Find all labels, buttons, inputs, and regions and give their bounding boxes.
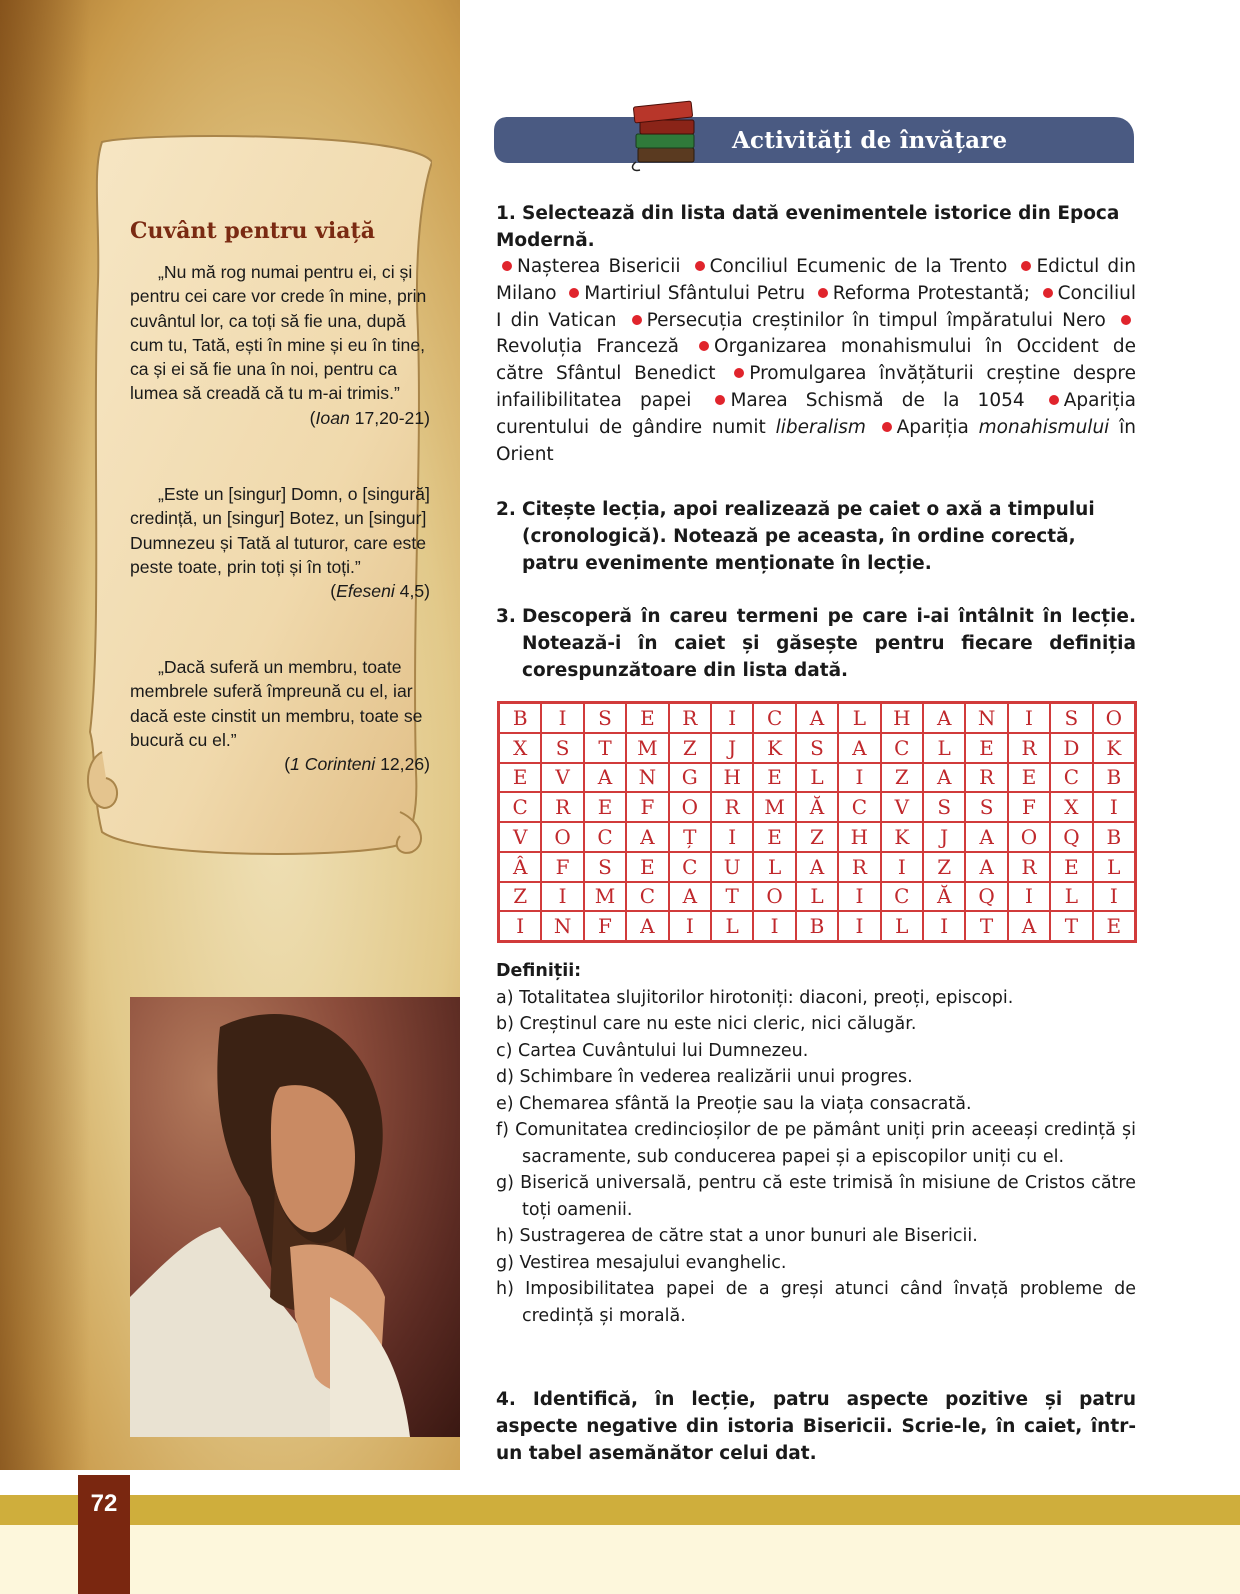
grid-cell: I bbox=[753, 911, 795, 941]
events-list bbox=[496, 254, 1136, 468]
bullet-icon bbox=[1121, 315, 1131, 325]
event-item: Edictul din Milano bbox=[496, 256, 1136, 304]
grid-cell: K bbox=[881, 822, 923, 852]
grid-cell: A bbox=[965, 852, 1007, 882]
bullet-icon bbox=[1043, 288, 1053, 298]
grid-cell: C bbox=[584, 822, 626, 852]
grid-cell: M bbox=[753, 792, 795, 822]
grid-cell: S bbox=[965, 792, 1007, 822]
grid-cell: E bbox=[1008, 763, 1050, 793]
bullet-icon bbox=[715, 395, 725, 405]
grid-cell: O bbox=[753, 882, 795, 912]
grid-cell: Ă bbox=[923, 882, 965, 912]
grid-cell: F bbox=[541, 852, 583, 882]
grid-cell: O bbox=[1008, 822, 1050, 852]
grid-cell: S bbox=[923, 792, 965, 822]
grid-cell: L bbox=[1093, 852, 1135, 882]
grid-cell: S bbox=[584, 852, 626, 882]
praying-figure-image bbox=[130, 997, 460, 1437]
grid-cell: E bbox=[584, 792, 626, 822]
event-item: Conciliul Ecumenic de la Trento bbox=[709, 256, 1008, 277]
grid-cell: Ă bbox=[796, 792, 838, 822]
grid-cell: E bbox=[626, 852, 668, 882]
event-item: Persecuția creștinilor în timpul împăratului Nero bbox=[646, 309, 1106, 331]
grid-cell: I bbox=[669, 911, 711, 941]
bullet-icon bbox=[632, 315, 642, 325]
scroll-panel bbox=[82, 132, 432, 862]
bullet-icon bbox=[695, 261, 705, 271]
definition-item: f) Comunitatea credincioșilor de pe pământ uniți prin aceeași credință și sacramente, sub conducerea papei și a episcopilor uniți cu el. bbox=[496, 1120, 1136, 1167]
definition-item: g) Biserică universală, pentru că este trimisă în misiune de Cristos către toți oamenii. bbox=[496, 1173, 1136, 1220]
sidebar-title: Cuvânt pentru viață bbox=[130, 218, 375, 244]
question-3-text: 3. Descoperă în careu termeni pe care i-ai întâlnit în lecție. Notează-i în caiet și găsește pentru fiecare definiția corespunzătoare din lista dată. bbox=[496, 606, 1136, 681]
quote-reference: (Efeseni 4,5) bbox=[330, 581, 430, 602]
quote-text: „Nu mă rog numai pentru ei, ci și pentru cei care vor crede în mine, prin cuvântul lor, ca toți să fie una, după cum tu, Tată, ești în mine și eu în tine, ca și ei să fie una în noi, pentru ca lumea să creadă că tu m-ai trimis.” bbox=[130, 262, 427, 404]
grid-cell: U bbox=[711, 852, 753, 882]
grid-cell: A bbox=[796, 852, 838, 882]
grid-cell: S bbox=[584, 703, 626, 733]
event-item: Nașterea Bisericii bbox=[517, 256, 681, 277]
question-2-text: 2. Citește lecția, apoi realizează pe caiet o axă a timpului (cronologică). Notează pe aceasta, în ordine corectă, patru evenimente menționate în lecție. bbox=[496, 499, 1095, 574]
grid-cell: C bbox=[626, 882, 668, 912]
grid-cell: H bbox=[838, 822, 880, 852]
grid-cell: A bbox=[584, 763, 626, 793]
grid-cell: K bbox=[1093, 733, 1135, 763]
grid-cell: L bbox=[838, 703, 880, 733]
quote-text: „Dacă suferă un membru, toate membrele suferă împreună cu el, iar dacă este cinstit un membru, toate se bucură cu el.” bbox=[130, 657, 423, 750]
grid-cell: L bbox=[881, 911, 923, 941]
grid-cell: Ț bbox=[669, 822, 711, 852]
event-item: Martiriul Sfântului Petru bbox=[584, 282, 806, 304]
bullet-icon bbox=[1021, 261, 1031, 271]
grid-cell: A bbox=[838, 733, 880, 763]
grid-cell: S bbox=[541, 733, 583, 763]
event-item: Conciliul I din Vatican bbox=[496, 282, 1136, 331]
grid-cell: N bbox=[965, 703, 1007, 733]
grid-cell: C bbox=[1050, 763, 1092, 793]
grid-cell: Z bbox=[881, 763, 923, 793]
question-3 bbox=[496, 603, 1136, 684]
grid-cell: I bbox=[838, 911, 880, 941]
definitions-list bbox=[496, 958, 1136, 1329]
grid-cell: E bbox=[626, 703, 668, 733]
question-1 bbox=[496, 200, 1136, 468]
grid-cell: T bbox=[965, 911, 1007, 941]
event-item-italic: monahismului bbox=[978, 416, 1110, 438]
grid-cell: M bbox=[626, 733, 668, 763]
grid-cell: R bbox=[965, 763, 1007, 793]
grid-cell: I bbox=[541, 882, 583, 912]
grid-cell: L bbox=[753, 852, 795, 882]
grid-cell: M bbox=[584, 882, 626, 912]
grid-cell: F bbox=[1008, 792, 1050, 822]
event-item: Apariția bbox=[896, 416, 969, 438]
grid-cell: A bbox=[669, 882, 711, 912]
grid-cell: O bbox=[1093, 703, 1135, 733]
grid-cell: C bbox=[881, 882, 923, 912]
grid-cell: I bbox=[499, 911, 541, 941]
grid-cell: N bbox=[626, 763, 668, 793]
question-4 bbox=[496, 1386, 1136, 1467]
grid-cell: V bbox=[541, 763, 583, 793]
grid-cell: E bbox=[965, 733, 1007, 763]
grid-cell: R bbox=[669, 703, 711, 733]
grid-cell: I bbox=[838, 763, 880, 793]
definition-item: e) Chemarea sfântă la Preoție sau la viața consacrată. bbox=[496, 1093, 972, 1114]
grid-cell: N bbox=[541, 911, 583, 941]
definition-item: g) Vestirea mesajului evanghelic. bbox=[496, 1252, 787, 1273]
grid-cell: B bbox=[499, 703, 541, 733]
grid-cell: R bbox=[1008, 733, 1050, 763]
definition-item: d) Schimbare în vederea realizării unui progres. bbox=[496, 1067, 913, 1087]
grid-cell: Z bbox=[796, 822, 838, 852]
event-item: Revoluția Franceză bbox=[496, 336, 679, 358]
grid-cell: I bbox=[711, 822, 753, 852]
bullet-icon bbox=[818, 288, 828, 298]
grid-cell: C bbox=[838, 792, 880, 822]
grid-cell: I bbox=[541, 703, 583, 733]
grid-cell: I bbox=[838, 882, 880, 912]
footer-background bbox=[0, 1525, 1240, 1594]
grid-cell: L bbox=[923, 733, 965, 763]
grid-cell: I bbox=[881, 852, 923, 882]
grid-cell: E bbox=[1093, 911, 1135, 941]
grid-cell: B bbox=[1093, 822, 1135, 852]
bullet-icon bbox=[502, 261, 512, 271]
grid-cell: T bbox=[584, 733, 626, 763]
quote-reference: (Ioan 17,20-21) bbox=[309, 407, 430, 428]
grid-cell: E bbox=[753, 822, 795, 852]
grid-cell: X bbox=[499, 733, 541, 763]
grid-cell: Â bbox=[499, 852, 541, 882]
grid-cell: A bbox=[626, 911, 668, 941]
grid-cell: H bbox=[711, 763, 753, 793]
grid-cell: I bbox=[1093, 882, 1135, 912]
event-item: în Orient bbox=[496, 416, 1136, 465]
grid-cell: I bbox=[711, 703, 753, 733]
grid-cell: D bbox=[1050, 733, 1092, 763]
grid-cell: R bbox=[541, 792, 583, 822]
grid-cell: Z bbox=[923, 852, 965, 882]
definition-item: h) Imposibilitatea papei de a greși atunci când învață probleme de credință și morală. bbox=[496, 1279, 1136, 1326]
section-title: Activități de învățare bbox=[732, 127, 1008, 154]
word-search-grid bbox=[497, 701, 1137, 943]
grid-cell: Z bbox=[669, 733, 711, 763]
grid-cell: B bbox=[796, 911, 838, 941]
question-4-text: 4. Identifică, în lecție, patru aspecte pozitive și patru aspecte negative din istoria Bisericii. Scrie-le, în caiet, într-un tabel asemănător celui dat. bbox=[496, 1389, 1136, 1464]
quote-reference: (1 Corinteni 12,26) bbox=[284, 754, 430, 775]
question-2 bbox=[496, 496, 1136, 577]
grid-cell: S bbox=[796, 733, 838, 763]
bullet-icon bbox=[734, 368, 744, 378]
definition-item: a) Totalitatea slujitorilor hirotoniți: diaconi, preoți, episcopi. bbox=[496, 987, 1014, 1008]
grid-cell: R bbox=[1008, 852, 1050, 882]
grid-cell: J bbox=[711, 733, 753, 763]
event-item: Promulgarea învățăturii creștine despre infailibilitatea papei bbox=[496, 363, 1136, 411]
footer-strip bbox=[0, 1495, 1240, 1525]
grid-cell: C bbox=[499, 792, 541, 822]
grid-cell: F bbox=[626, 792, 668, 822]
bullet-icon bbox=[882, 422, 892, 432]
grid-cell: Z bbox=[499, 882, 541, 912]
grid-cell: I bbox=[923, 911, 965, 941]
grid-cell: L bbox=[796, 882, 838, 912]
grid-cell: T bbox=[1050, 911, 1092, 941]
grid-cell: I bbox=[1008, 882, 1050, 912]
quote-block bbox=[130, 260, 430, 430]
definition-item: c) Cartea Cuvântului lui Dumnezeu. bbox=[496, 1040, 809, 1061]
grid-cell: A bbox=[965, 822, 1007, 852]
definitions-heading: Definiții: bbox=[496, 961, 582, 981]
grid-cell: I bbox=[1008, 703, 1050, 733]
grid-cell: A bbox=[796, 703, 838, 733]
section-banner bbox=[494, 117, 1134, 163]
definition-item: h) Sustragerea de către stat a unor bunuri ale Bisericii. bbox=[496, 1226, 978, 1246]
grid-cell: L bbox=[1050, 882, 1092, 912]
event-item: Apariția curentului de gândire numit bbox=[496, 389, 1136, 438]
quote-block bbox=[130, 482, 430, 603]
bullet-icon bbox=[569, 288, 579, 298]
grid-cell: B bbox=[1093, 763, 1135, 793]
grid-cell: Q bbox=[965, 882, 1007, 912]
grid-cell: O bbox=[669, 792, 711, 822]
page-number: 72 bbox=[90, 1490, 118, 1517]
grid-cell: J bbox=[923, 822, 965, 852]
grid-cell: H bbox=[881, 703, 923, 733]
grid-cell: X bbox=[1050, 792, 1092, 822]
grid-cell: A bbox=[923, 703, 965, 733]
grid-cell: S bbox=[1050, 703, 1092, 733]
quote-text: „Este un [singur] Domn, o [singură] credință, un [singur] Botez, un [singur] Dumnezeu și Tată al tuturor, care este peste toate, prin toți și în toți.” bbox=[130, 484, 430, 577]
books-icon bbox=[628, 96, 704, 172]
grid-cell: V bbox=[499, 822, 541, 852]
grid-cell: A bbox=[923, 763, 965, 793]
grid-cell: T bbox=[711, 882, 753, 912]
grid-cell: A bbox=[1008, 911, 1050, 941]
grid-cell: C bbox=[753, 703, 795, 733]
grid-cell: K bbox=[753, 733, 795, 763]
grid-cell: E bbox=[1050, 852, 1092, 882]
grid-cell: R bbox=[711, 792, 753, 822]
grid-cell: I bbox=[1093, 792, 1135, 822]
definition-item: b) Creștinul care nu este nici cleric, nici călugăr. bbox=[496, 1014, 917, 1034]
grid-cell: Q bbox=[1050, 822, 1092, 852]
grid-cell: E bbox=[499, 763, 541, 793]
event-item-italic: liberalism bbox=[775, 416, 866, 438]
grid-cell: L bbox=[796, 763, 838, 793]
grid-cell: F bbox=[584, 911, 626, 941]
question-1-text: 1. Selectează din lista dată evenimentele istorice din Epoca Modernă. bbox=[496, 203, 1120, 251]
event-item: Reforma Protestantă; bbox=[832, 282, 1030, 304]
grid-cell: R bbox=[838, 852, 880, 882]
quote-block bbox=[130, 655, 430, 776]
event-item: Marea Schismă de la 1054 bbox=[730, 389, 1025, 411]
grid-cell: C bbox=[881, 733, 923, 763]
bullet-icon bbox=[699, 341, 709, 351]
grid-cell: A bbox=[626, 822, 668, 852]
grid-cell: E bbox=[753, 763, 795, 793]
grid-cell: C bbox=[669, 852, 711, 882]
grid-cell: L bbox=[711, 911, 753, 941]
grid-cell: G bbox=[669, 763, 711, 793]
bullet-icon bbox=[1049, 395, 1059, 405]
event-item: Organizarea monahismului în Occident de către Sfântul Benedict bbox=[496, 336, 1136, 385]
grid-cell: O bbox=[541, 822, 583, 852]
grid-cell: V bbox=[881, 792, 923, 822]
